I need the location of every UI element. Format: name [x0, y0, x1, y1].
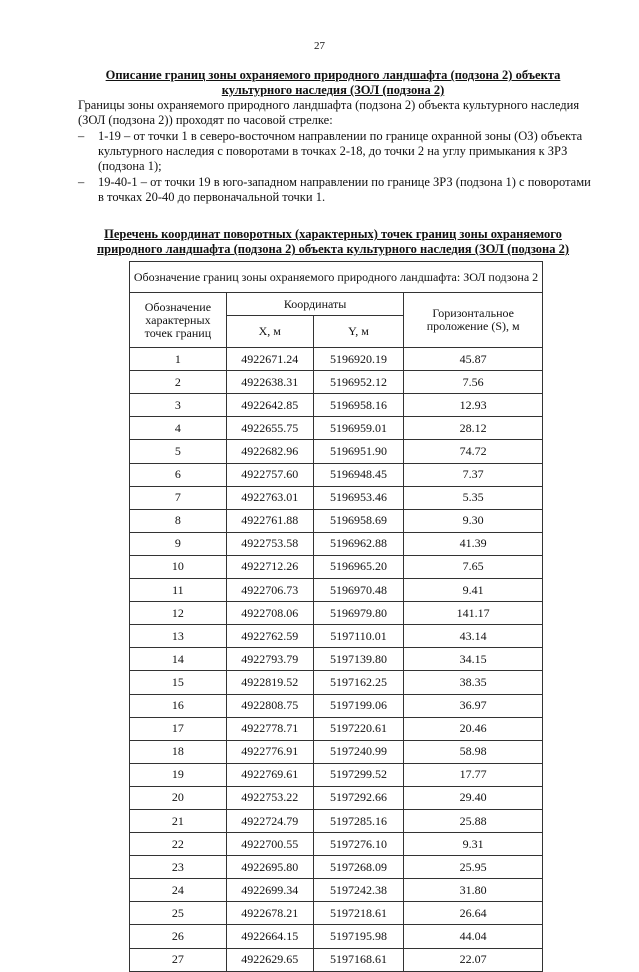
cell-y: 5197292.66	[313, 786, 404, 809]
cell-point: 7	[130, 486, 227, 509]
cell-distance: 43.14	[404, 625, 543, 648]
page-number: 27	[314, 40, 325, 52]
cell-y: 5197268.09	[313, 856, 404, 879]
cell-point: 5	[130, 440, 227, 463]
cell-distance: 36.97	[404, 694, 543, 717]
table-row	[130, 856, 543, 879]
cell-distance: 28.12	[404, 417, 543, 440]
cell-y: 5197220.61	[313, 717, 404, 740]
cell-x: 4922708.06	[226, 602, 313, 625]
table-row	[130, 509, 543, 532]
cell-y: 5196920.19	[313, 348, 404, 371]
cell-y: 5196959.01	[313, 417, 404, 440]
cell-point: 20	[130, 786, 227, 809]
cell-y: 5197195.98	[313, 925, 404, 948]
cell-distance: 25.95	[404, 856, 543, 879]
table-row	[130, 555, 543, 578]
cell-x: 4922638.31	[226, 371, 313, 394]
cell-point: 24	[130, 879, 227, 902]
cell-x: 4922699.34	[226, 879, 313, 902]
cell-x: 4922761.88	[226, 509, 313, 532]
table-row	[130, 440, 543, 463]
cell-x: 4922808.75	[226, 694, 313, 717]
table-body	[130, 348, 543, 972]
cell-y: 5196979.80	[313, 602, 404, 625]
table-row	[130, 694, 543, 717]
cell-x: 4922642.85	[226, 394, 313, 417]
cell-y: 5197162.25	[313, 671, 404, 694]
cell-y: 5197218.61	[313, 902, 404, 925]
table-row	[130, 625, 543, 648]
table-row	[130, 763, 543, 786]
cell-distance: 25.88	[404, 809, 543, 832]
cell-x: 4922695.80	[226, 856, 313, 879]
table-row	[130, 602, 543, 625]
cell-y: 5196952.12	[313, 371, 404, 394]
description-heading: Описание границ зоны охраняемого природного ландшафта (подзона 2) объекта культурного наследия (ЗОЛ (подзона 2)	[105, 68, 561, 97]
cell-x: 4922706.73	[226, 579, 313, 602]
table-row	[130, 948, 543, 971]
cell-point: 18	[130, 740, 227, 763]
cell-point: 23	[130, 856, 227, 879]
cell-x: 4922763.01	[226, 486, 313, 509]
table-row	[130, 740, 543, 763]
cell-y: 5196953.46	[313, 486, 404, 509]
cell-x: 4922762.59	[226, 625, 313, 648]
cell-distance: 17.77	[404, 763, 543, 786]
cell-point: 26	[130, 925, 227, 948]
list-dash: –	[78, 175, 85, 189]
cell-y: 5197299.52	[313, 763, 404, 786]
cell-point: 21	[130, 809, 227, 832]
intro-paragraph: Границы зоны охраняемого природного ландшафта (подзона 2) объекта культурного наследия (ЗОЛ (подзона 2)) проходят по часовой стрелке:	[78, 98, 580, 127]
cell-y: 5197168.61	[313, 948, 404, 971]
cell-distance: 34.15	[404, 648, 543, 671]
coordinates-table	[129, 261, 543, 972]
cell-x: 4922793.79	[226, 648, 313, 671]
header-point: Обозначение характерных точек границ	[130, 293, 227, 348]
cell-distance: 9.41	[404, 579, 543, 602]
cell-x: 4922678.21	[226, 902, 313, 925]
cell-distance: 22.07	[404, 948, 543, 971]
cell-y: 5196948.45	[313, 463, 404, 486]
cell-point: 14	[130, 648, 227, 671]
table-row	[130, 463, 543, 486]
cell-y: 5197276.10	[313, 833, 404, 856]
cell-x: 4922724.79	[226, 809, 313, 832]
header-distance: Горизонтальное проложение (S), м	[404, 293, 543, 348]
cell-distance: 20.46	[404, 717, 543, 740]
cell-y: 5197110.01	[313, 625, 404, 648]
cell-point: 17	[130, 717, 227, 740]
coords-heading: Перечень координат поворотных (характерных) точек границ зоны охраняемого природного ландшафта (подзона 2) объекта культурного наследия (ЗОЛ (подзона 2)	[96, 227, 570, 256]
table-row	[130, 902, 543, 925]
cell-y: 5196970.48	[313, 579, 404, 602]
cell-y: 5197242.38	[313, 879, 404, 902]
list-item-text: 19-40-1 – от точки 19 в юго-западном направлении по границе ЗРЗ (подзона 1) с поворотами в точках 20-40 до первоначальной точки 1.	[98, 175, 591, 204]
table-row	[130, 579, 543, 602]
cell-distance: 26.64	[404, 902, 543, 925]
cell-x: 4922757.60	[226, 463, 313, 486]
cell-point: 10	[130, 555, 227, 578]
cell-distance: 9.30	[404, 509, 543, 532]
cell-distance: 41.39	[404, 532, 543, 555]
cell-x: 4922700.55	[226, 833, 313, 856]
cell-y: 5197240.99	[313, 740, 404, 763]
cell-distance: 74.72	[404, 440, 543, 463]
table-row	[130, 786, 543, 809]
cell-distance: 7.65	[404, 555, 543, 578]
cell-point: 1	[130, 348, 227, 371]
cell-distance: 45.87	[404, 348, 543, 371]
cell-point: 16	[130, 694, 227, 717]
cell-point: 13	[130, 625, 227, 648]
table-row	[130, 809, 543, 832]
cell-x: 4922655.75	[226, 417, 313, 440]
cell-x: 4922778.71	[226, 717, 313, 740]
table-row	[130, 532, 543, 555]
cell-point: 2	[130, 371, 227, 394]
cell-distance: 141.17	[404, 602, 543, 625]
table-row	[130, 486, 543, 509]
cell-distance: 7.37	[404, 463, 543, 486]
cell-distance: 31.80	[404, 879, 543, 902]
cell-x: 4922664.15	[226, 925, 313, 948]
cell-point: 8	[130, 509, 227, 532]
cell-x: 4922682.96	[226, 440, 313, 463]
cell-distance: 12.93	[404, 394, 543, 417]
cell-y: 5197285.16	[313, 809, 404, 832]
cell-x: 4922712.26	[226, 555, 313, 578]
cell-point: 12	[130, 602, 227, 625]
cell-x: 4922753.22	[226, 786, 313, 809]
cell-y: 5197199.06	[313, 694, 404, 717]
cell-y: 5196965.20	[313, 555, 404, 578]
table-row	[130, 417, 543, 440]
cell-x: 4922769.61	[226, 763, 313, 786]
list-item	[78, 129, 593, 174]
cell-distance: 38.35	[404, 671, 543, 694]
cell-point: 15	[130, 671, 227, 694]
cell-x: 4922753.58	[226, 532, 313, 555]
table-row	[130, 879, 543, 902]
cell-point: 3	[130, 394, 227, 417]
header-x: X, м	[226, 316, 313, 348]
cell-x: 4922671.24	[226, 348, 313, 371]
table-row	[130, 671, 543, 694]
cell-distance: 7.56	[404, 371, 543, 394]
cell-x: 4922776.91	[226, 740, 313, 763]
cell-point: 11	[130, 579, 227, 602]
table-row	[130, 717, 543, 740]
table-row	[130, 925, 543, 948]
cell-x: 4922819.52	[226, 671, 313, 694]
list-item-text: 1-19 – от точки 1 в северо-восточном направлении по границе охранной зоны (ОЗ) объекта культурного наследия с поворотами в точках 2-18, до точки 2 на углу примыкания к ЗРЗ (подзона 1);	[98, 129, 583, 173]
cell-distance: 5.35	[404, 486, 543, 509]
cell-distance: 58.98	[404, 740, 543, 763]
cell-y: 5196958.16	[313, 394, 404, 417]
table-row	[130, 348, 543, 371]
header-y: Y, м	[313, 316, 404, 348]
cell-point: 19	[130, 763, 227, 786]
table-row	[130, 833, 543, 856]
cell-y: 5196962.88	[313, 532, 404, 555]
list-dash: –	[78, 129, 85, 143]
table-row	[130, 394, 543, 417]
cell-point: 4	[130, 417, 227, 440]
cell-y: 5196958.69	[313, 509, 404, 532]
cell-point: 9	[130, 532, 227, 555]
table-row	[130, 648, 543, 671]
cell-y: 5197139.80	[313, 648, 404, 671]
cell-distance: 44.04	[404, 925, 543, 948]
cell-point: 25	[130, 902, 227, 925]
table-row	[130, 371, 543, 394]
cell-point: 22	[130, 833, 227, 856]
cell-distance: 9.31	[404, 833, 543, 856]
list-item	[78, 175, 593, 205]
cell-y: 5196951.90	[313, 440, 404, 463]
table-caption: Обозначение границ зоны охраняемого природного ландшафта: ЗОЛ подзона 2	[130, 262, 543, 293]
cell-point: 27	[130, 948, 227, 971]
header-coordinates: Координаты	[226, 293, 404, 316]
boundary-list	[78, 129, 593, 206]
cell-point: 6	[130, 463, 227, 486]
cell-x: 4922629.65	[226, 948, 313, 971]
cell-distance: 29.40	[404, 786, 543, 809]
